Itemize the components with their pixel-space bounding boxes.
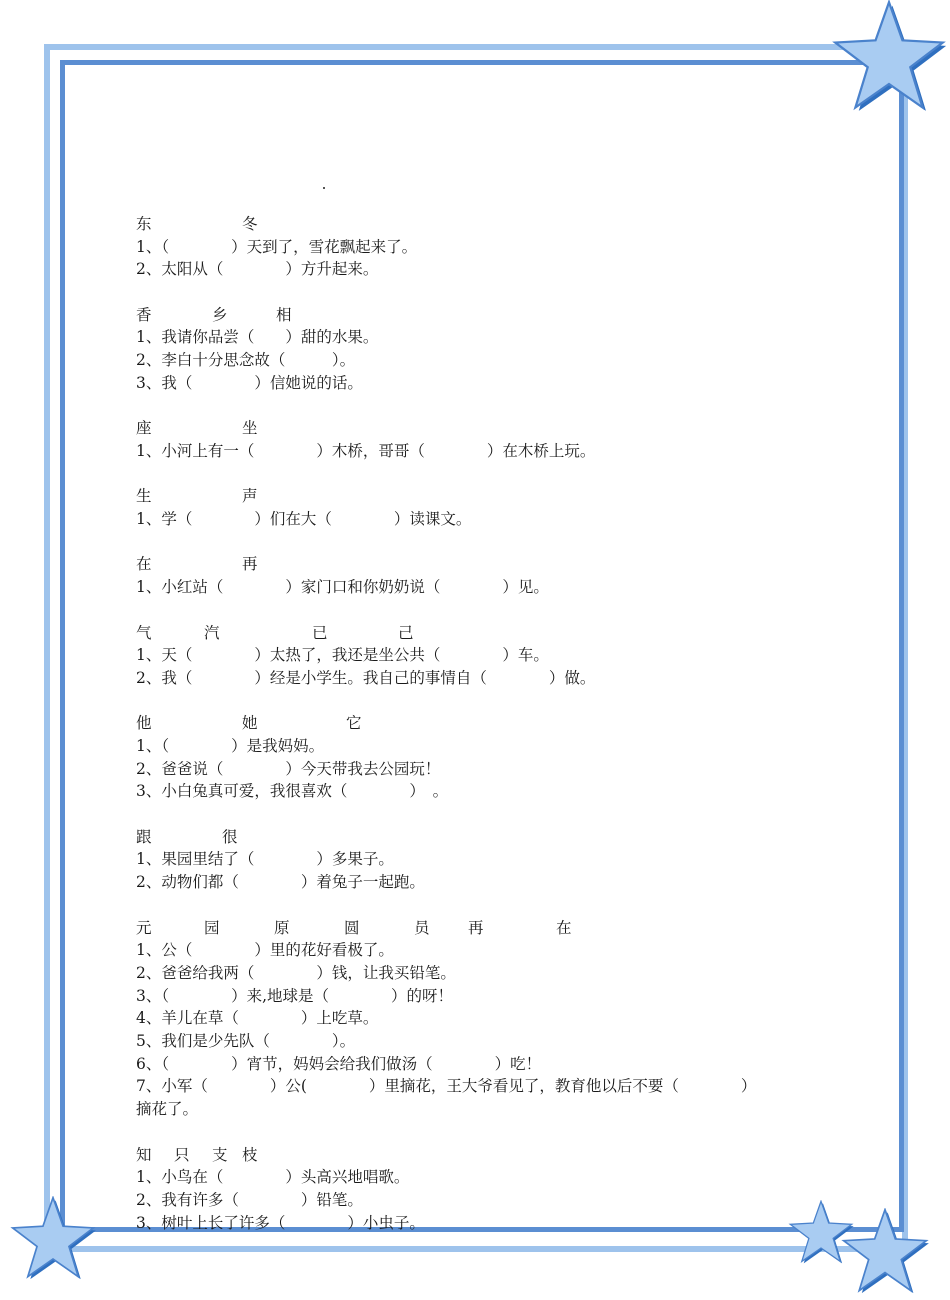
word-choices <box>136 917 836 940</box>
word-choices <box>136 553 836 576</box>
word-choice: 生 <box>136 487 152 506</box>
word-choice: 在 <box>136 555 152 574</box>
word-choices <box>136 712 836 735</box>
exercise-ta <box>136 712 836 803</box>
word-choice: 员 <box>414 918 430 937</box>
question-line: 摘花了。 <box>136 1100 199 1119</box>
question-line: 3、（ ）来,地球是（ ）的呀！ <box>136 986 454 1005</box>
word-choice: 再 <box>468 918 484 937</box>
exercise-zhi <box>136 1144 836 1235</box>
word-choices <box>136 213 836 236</box>
word-choices <box>136 1144 836 1167</box>
word-choice: 他 <box>136 714 152 733</box>
word-choices <box>136 485 836 508</box>
exercise-xiang <box>136 304 836 395</box>
word-choice: 东 <box>136 215 152 233</box>
word-choice: 很 <box>222 827 238 846</box>
question-line: 3、小白兔真可爱，我很喜欢（ ） 。 <box>136 782 449 801</box>
word-choice: 汽 <box>204 623 220 642</box>
question-line: 6、（ ）宵节，妈妈会给我们做汤（ ）吃！ <box>136 1054 542 1073</box>
word-choice: 她 <box>242 714 258 733</box>
star-icon <box>10 1196 96 1280</box>
word-choice: 冬 <box>242 215 258 233</box>
question-line: 2、爸爸说（ ）今天带我去公园玩！ <box>136 759 441 778</box>
question-line: 2、我有许多（ ）铅笔。 <box>136 1190 363 1209</box>
word-choices <box>136 304 836 327</box>
question-line: 2、李白十分思念故（ ）。 <box>136 351 356 370</box>
word-choices <box>136 826 836 849</box>
question-line: 4、羊儿在草（ ）上吃草。 <box>136 1009 379 1028</box>
word-choice: 气 <box>136 623 152 642</box>
word-choice: 相 <box>276 305 292 324</box>
exercise-gen <box>136 826 836 894</box>
word-choices <box>136 622 836 645</box>
exercise-qi-ji <box>136 622 836 690</box>
question-line: 1、果园里结了（ ）多果子。 <box>136 850 394 869</box>
word-choice: 声 <box>242 487 258 506</box>
star-icon <box>840 1208 930 1294</box>
word-choice: 己 <box>398 623 414 642</box>
question-line: 5、我们是少先队（ ）。 <box>136 1032 356 1051</box>
word-choice: 已 <box>312 623 328 642</box>
stray-dot <box>323 187 325 189</box>
star-icon <box>828 0 950 112</box>
word-choice: 乡 <box>212 305 228 324</box>
question-line: 1、（ ）是我妈妈。 <box>136 736 325 755</box>
word-choice: 元 <box>136 918 152 937</box>
question-line: 2、太阳从（ ）方升起来。 <box>136 260 379 279</box>
word-choice: 只 <box>174 1145 190 1164</box>
word-choice: 圆 <box>344 918 360 937</box>
exercise-sheng <box>136 485 836 530</box>
word-choice: 香 <box>136 305 152 324</box>
question-line: 7、小军（ ）公( ）里摘花，王大爷看见了，教育他以后不要（ ） <box>136 1077 757 1096</box>
word-choice: 枝 <box>242 1145 258 1164</box>
word-choice: 园 <box>204 918 220 937</box>
word-choice: 支 <box>212 1145 228 1164</box>
question-line: 1、天（ ）太热了，我还是坐公共（ ）车。 <box>136 646 549 665</box>
word-choice: 跟 <box>136 827 152 846</box>
question-line: 3、我（ ）信她说的话。 <box>136 373 363 392</box>
worksheet-content <box>136 213 836 1257</box>
word-choice: 再 <box>242 555 258 574</box>
question-line: 1、学（ ）们在大（ ）读课文。 <box>136 510 472 529</box>
exercise-yuan <box>136 917 836 1121</box>
exercise-zuo <box>136 417 836 462</box>
question-line: 1、小红站（ ）家门口和你奶奶说（ ）见。 <box>136 578 549 597</box>
word-choice: 坐 <box>242 419 258 438</box>
exercise-dong <box>136 213 836 281</box>
question-line: 3、树叶上长了许多（ ）小虫子。 <box>136 1213 425 1232</box>
question-line: 1、小河上有一（ ）木桥，哥哥（ ）在木桥上玩。 <box>136 441 596 460</box>
question-line: 2、我（ ）经是小学生。我自己的事情自（ ）做。 <box>136 668 596 687</box>
question-line: 1、（ ）天到了，雪花飘起来了。 <box>136 237 418 256</box>
word-choice: 座 <box>136 419 152 438</box>
question-line: 1、我请你品尝（ ）甜的水果。 <box>136 328 379 347</box>
word-choice: 知 <box>136 1145 152 1164</box>
question-line: 2、爸爸给我两（ ）钱，让我买铅笔。 <box>136 963 456 982</box>
word-choices <box>136 417 836 440</box>
question-line: 1、小鸟在（ ）头高兴地唱歌。 <box>136 1168 410 1187</box>
word-choice: 在 <box>556 918 572 937</box>
word-choice: 它 <box>346 714 362 733</box>
question-line: 2、动物们都（ ）着兔子一起跑。 <box>136 873 425 892</box>
question-line: 1、公（ ）里的花好看极了。 <box>136 941 394 960</box>
word-choice: 原 <box>274 918 290 937</box>
exercise-zai <box>136 553 836 598</box>
